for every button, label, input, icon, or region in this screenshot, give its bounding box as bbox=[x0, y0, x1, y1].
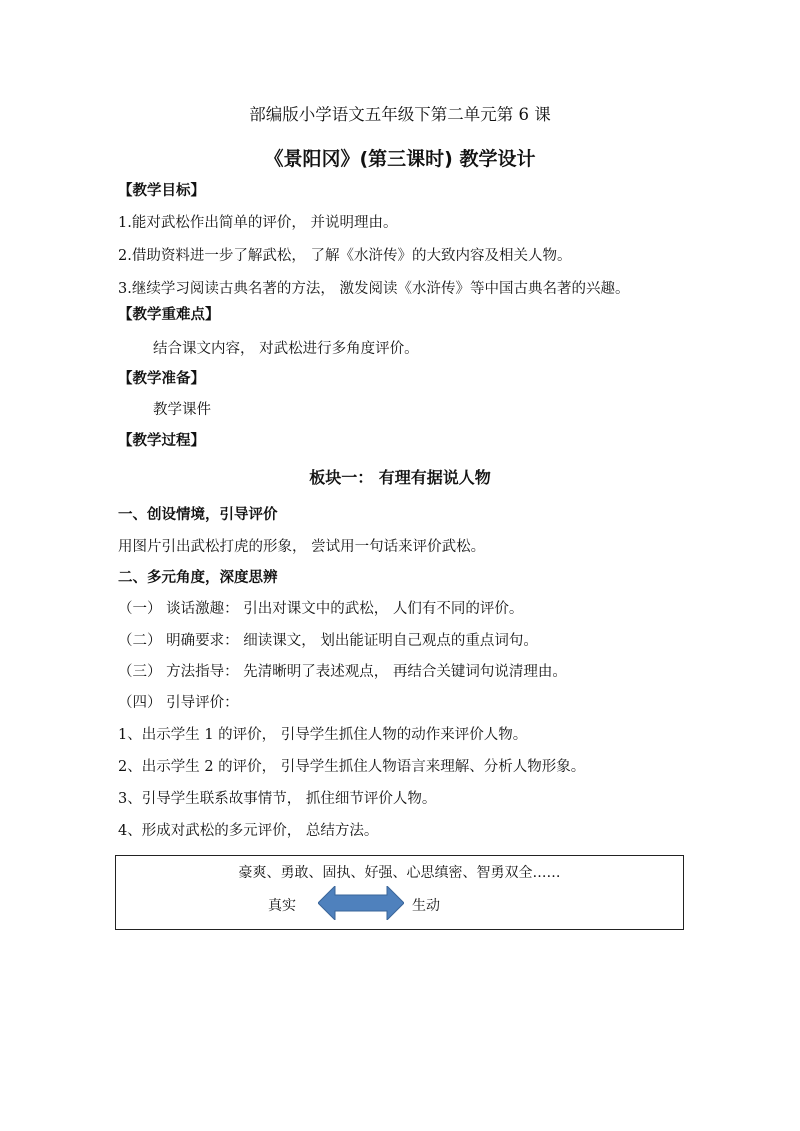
preparation-heading: 【教学准备】 bbox=[118, 371, 205, 387]
section2-item: 4、形成对武松的多元评价， 总结方法。 bbox=[118, 823, 379, 839]
key-points-text: 结合课文内容， 对武松进行多角度评价。 bbox=[153, 341, 419, 357]
section2-step: （四） 引导评价： bbox=[118, 695, 239, 711]
summary-box bbox=[115, 855, 684, 930]
section2-step: （三） 方法指导： 先清晰明了表述观点， 再结合关键词句说清理由。 bbox=[118, 664, 567, 680]
section2-item: 3、引导学生联系故事情节， 抓住细节评价人物。 bbox=[118, 791, 437, 807]
summary-right-label: 生动 bbox=[412, 898, 440, 914]
objective-item: 3.继续学习阅读古典名著的方法， 激发阅读《水浒传》等中国古典名著的兴趣。 bbox=[118, 281, 630, 297]
section2-item: 2、出示学生 2 的评价， 引导学生抓住人物语言来理解、分析人物形象。 bbox=[118, 759, 586, 775]
summary-traits: 豪爽、勇敢、固执、好强、心思缜密、智勇双全…… bbox=[238, 865, 561, 881]
objective-item: 1.能对武松作出简单的评价， 并说明理由。 bbox=[118, 215, 398, 231]
section1-heading: 一、创设情境，引导评价 bbox=[118, 507, 278, 523]
double-arrow-icon bbox=[318, 886, 404, 920]
section2-heading: 二、多元角度，深度思辨 bbox=[118, 570, 278, 586]
block-title: 板块一： 有理有据说人物 bbox=[309, 468, 491, 487]
section2-step: （二） 明确要求： 细读课文， 划出能证明自己观点的重点词句。 bbox=[118, 633, 538, 649]
lesson-title: 《景阳冈》(第三课时) 教学设计 bbox=[264, 148, 536, 170]
objectives-heading: 【教学目标】 bbox=[118, 183, 205, 199]
section1-text: 用图片引出武松打虎的形象， 尝试用一句话来评价武松。 bbox=[118, 539, 486, 555]
process-heading: 【教学过程】 bbox=[118, 433, 205, 449]
section2-step: （一） 谈话激趣： 引出对课文中的武松， 人们有不同的评价。 bbox=[118, 601, 524, 617]
objective-item: 2.借助资料进一步了解武松， 了解《水浒传》的大致内容及相关人物。 bbox=[118, 248, 572, 264]
key-points-heading: 【教学重难点】 bbox=[118, 307, 220, 323]
section2-item: 1、出示学生 1 的评价， 引导学生抓住人物的动作来评价人物。 bbox=[118, 727, 528, 743]
summary-left-label: 真实 bbox=[268, 898, 296, 914]
preparation-text: 教学课件 bbox=[153, 402, 211, 418]
lesson-subtitle: 部编版小学语文五年级下第二单元第 6 课 bbox=[249, 105, 551, 124]
